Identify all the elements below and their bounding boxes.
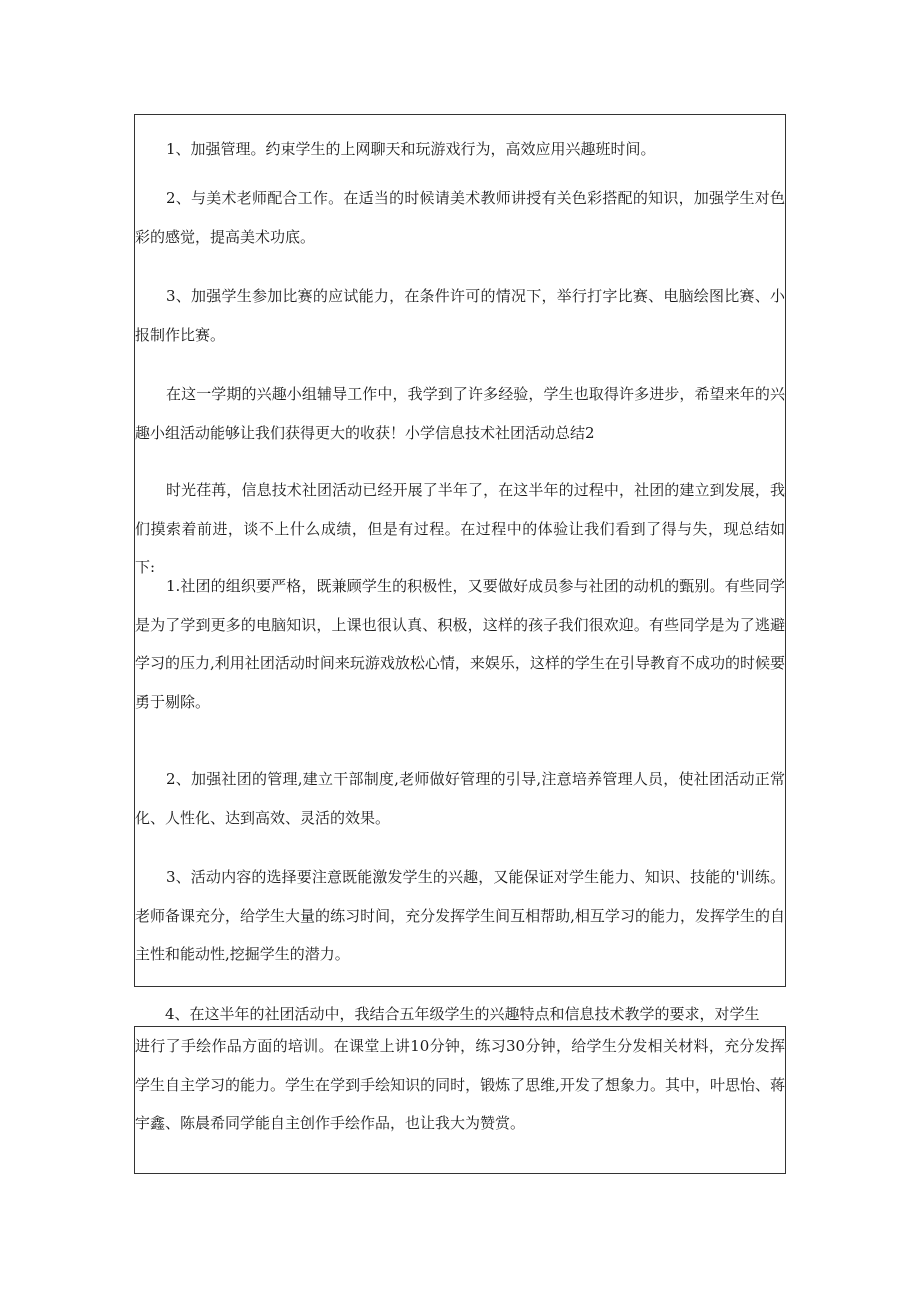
paragraph-3: 3、加强学生参加比赛的应试能力，在条件许可的情况下，举行打字比赛、电脑绘图比赛、小报制作比赛。: [135, 287, 785, 344]
paragraph-9-first-line: 4、在这半年的社团活动中，我结合五年级学生的兴趣特点和信息技术教学的要求，对学生: [165, 1005, 760, 1023]
paragraph-9-continuation: 进行了手绘作品方面的培训。在课堂上讲10分钟，练习30分钟，给学生分发相关材料，充分发挥学生自主学习的能力。学生在学到手绘知识的同时，锻炼了思维,开发了想象力。其中，叶思怡、蒋宇鑫、陈晨希同学能自主创作手绘作品，也让我大为赞赏。: [135, 1037, 785, 1133]
paragraph-5: 时光荏苒，信息技术社团活动已经开展了半年了，在这半年的过程中，社团的建立到发展，我们摸索着前进，谈不上什么成绩，但是有过程。在过程中的体验让我们看到了得与失，现总结如下:: [135, 481, 785, 577]
text-frame-bottom: [134, 1026, 786, 1174]
paragraph-4: 在这一学期的兴趣小组辅导工作中，我学到了许多经验，学生也取得许多进步，希望来年的兴趣小组活动能够让我们获得更大的收获！小学信息技术社团活动总结2: [135, 385, 785, 442]
paragraph-6: 1.社团的组织要严格，既兼顾学生的积极性，又要做好成员参与社团的动机的甄别。有些同学是为了学到更多的电脑知识，上课也很认真、积极，这样的孩子我们很欢迎。有些同学是为了逃避学习的压力,利用社团活动时间来玩游戏放松心情，来娱乐，这样的学生在引导教育不成功的时候要勇于剔除。: [135, 577, 785, 711]
text-frame-top: [134, 114, 786, 987]
paragraph-2: 2、与美术老师配合工作。在适当的时候请美术教师讲授有关色彩搭配的知识，加强学生对色彩的感觉，提高美术功底。: [135, 189, 785, 246]
paragraph-8: 3、活动内容的选择要注意既能激发学生的兴趣，又能保证对学生能力、知识、技能的'训练。老师备课充分，给学生大量的练习时间，充分发挥学生间互相帮助,相互学习的能力，发挥学生的自主性和能动性,挖掘学生的潜力。: [135, 868, 785, 964]
paragraph-7: 2、加强社团的管理,建立干部制度,老师做好管理的引导,注意培养管理人员，使社团活动正常化、人性化、达到高效、灵活的效果。: [135, 770, 785, 827]
paragraph-1: 1、加强管理。约束学生的上网聊天和玩游戏行为，高效应用兴趣班时间。: [166, 140, 656, 158]
